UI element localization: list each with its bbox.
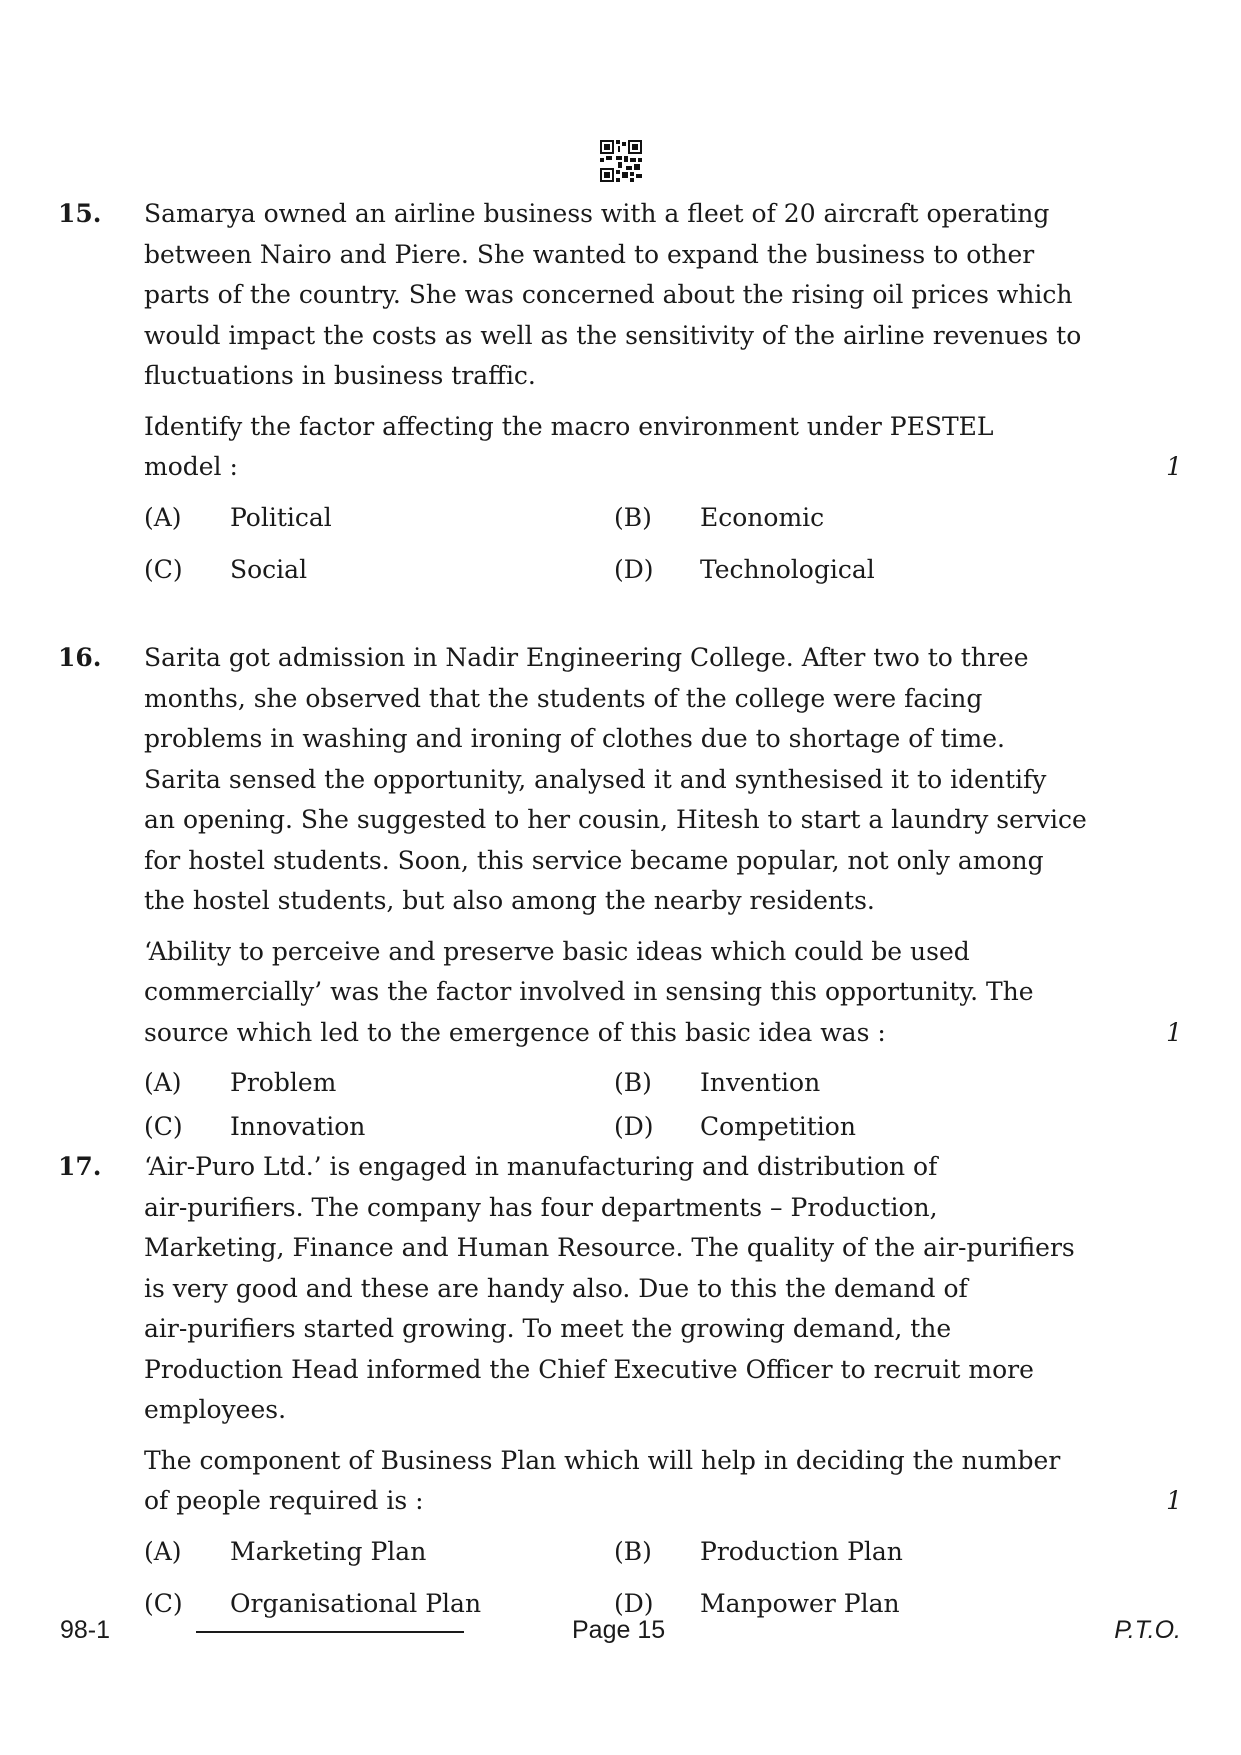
option-text: Production Plan [700,1536,903,1566]
question-number: 17. [58,1152,102,1181]
option-a [144,1063,614,1103]
page-number: Page 15 [572,1616,666,1644]
option-label: (C) [144,554,183,584]
option-label: (A) [144,1536,182,1566]
option-c [144,1107,614,1147]
question-passage: ‘Air-Puro Ltd.’ is engaged in manufacturing and distribution of air-purifiers. The company has four departments – Production, Marketing, Finance and Human Resource. The quality of the air-purifiers is very good and these are handy also. Due to this the demand of air-purifiers started growing. To meet the growing demand, the Production Head informed the Chief Executive Officer to recruit more employees. [144,1152,1075,1424]
question-stem: ‘Ability to perceive and preserve basic ideas which could be used commercially’ was the factor involved in sensing this opportunity. The source which led to the emergence of this basic idea was : [144,936,1034,1047]
option-label: (D) [614,1588,654,1618]
option-label: (D) [614,554,654,584]
option-text: Innovation [230,1112,366,1141]
option-text: Invention [700,1068,821,1097]
option-label: (B) [614,1068,652,1097]
page-footer [0,1610,1241,1650]
option-text: Economic [700,502,825,532]
footer-divider [196,1631,464,1633]
option-text: Manpower Plan [700,1588,900,1618]
option-a [144,498,614,538]
question-passage: Samarya owned an airline business with a fleet of 20 aircraft operating between Nairo and Piere. She wanted to expand the business to other parts of the country. She was concerned about the rising oil prices which would impact the costs as well as the sensitivity of the airline revenues to fluctuations in business traffic. [144,199,1082,390]
option-label: (A) [144,1068,182,1097]
qr-code [600,140,642,182]
option-label: (A) [144,502,182,532]
question-16 [58,638,1182,1147]
option-text: Marketing Plan [230,1536,427,1566]
marks-label: 1 [1166,1017,1182,1047]
option-text: Social [230,554,308,584]
option-d [614,550,1084,590]
question-number: 15. [58,199,102,228]
question-stem: The component of Business Plan which will help in deciding the number of people required is : [144,1445,1061,1515]
question-number: 16. [58,643,102,672]
option-b [614,498,1084,538]
option-label: (B) [614,502,652,532]
option-label: (C) [144,1588,183,1618]
option-text: Technological [700,554,875,584]
please-turn-over: P.T.O. [1114,1616,1181,1644]
marks-label: 1 [1166,452,1182,481]
option-b [614,1063,1084,1103]
options-grid [144,1063,1124,1147]
question-17 [58,1147,1182,1624]
options-grid [144,498,1124,590]
option-a [144,1532,614,1572]
option-b [614,1532,1084,1572]
option-label: (C) [144,1112,183,1141]
option-label: (D) [614,1112,654,1141]
option-text: Competition [700,1112,856,1141]
question-stem: Identify the factor affecting the macro environment under PESTEL model : [144,411,994,481]
option-c [144,550,614,590]
option-text: Problem [230,1068,337,1097]
option-d [614,1107,1084,1147]
option-text: Political [230,502,332,532]
marks-label: 1 [1166,1486,1182,1515]
question-15 [58,194,1182,590]
paper-code: 98-1 [60,1616,111,1644]
option-label: (B) [614,1536,652,1566]
option-text: Organisational Plan [230,1588,482,1618]
question-passage: Sarita got admission in Nadir Engineering College. After two to three months, she observed that the students of the college were facing problems in washing and ironing of clothes due to shortage of time. Sarita sensed the opportunity, analysed it and synthesised it to identify an opening. She suggested to her cousin, Hitesh to start a laundry service for hostel students. Soon, this service became popular, not only among the hostel students, but also among the nearby residents. [144,643,1087,915]
